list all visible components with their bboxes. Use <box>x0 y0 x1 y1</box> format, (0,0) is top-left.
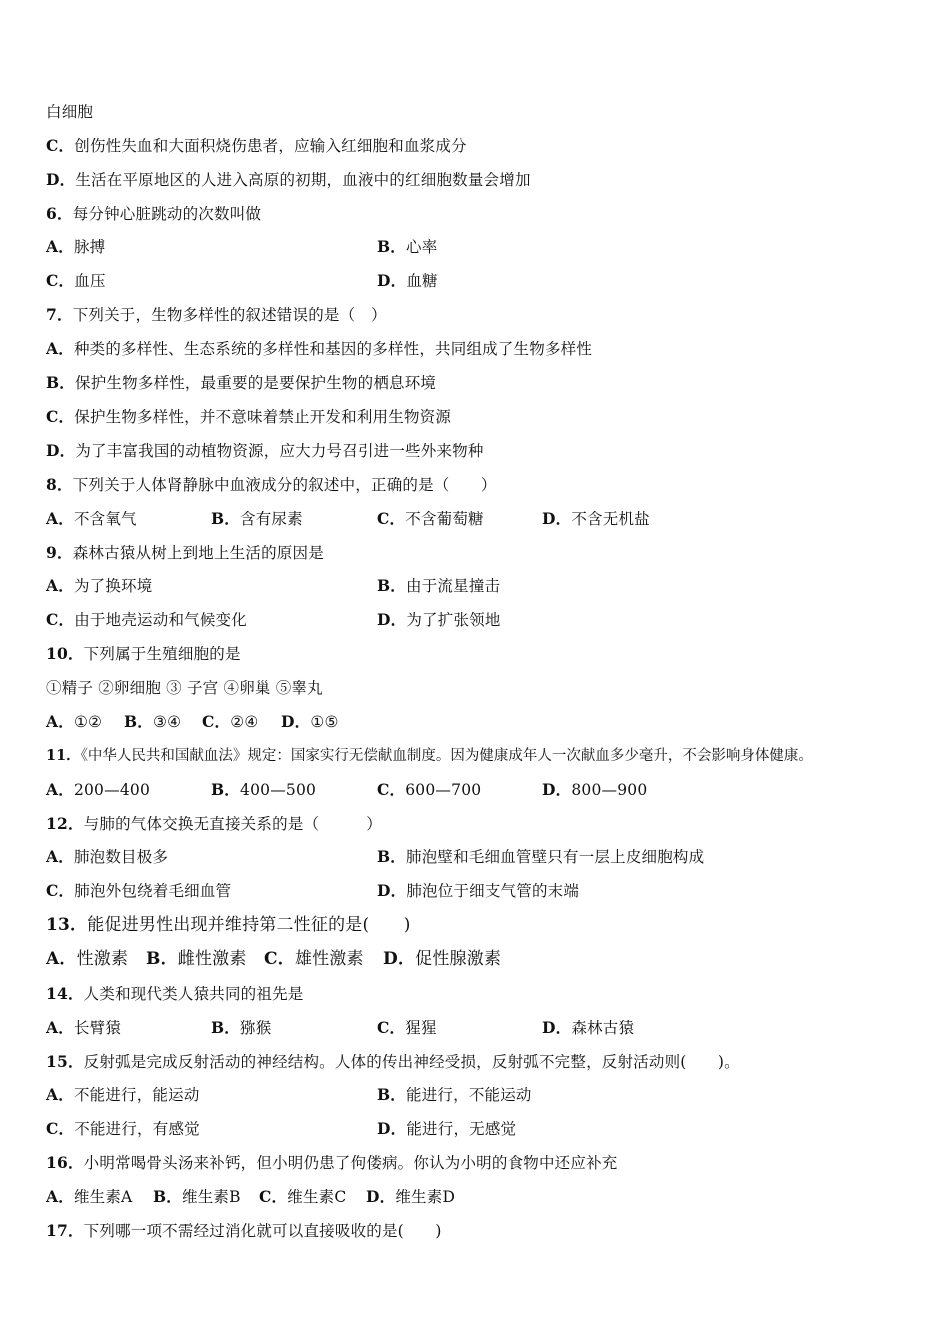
option-d: D．能进行，无感觉 <box>377 1119 517 1138</box>
option-c: C．血压 <box>46 271 106 290</box>
option-a: A．性激素 <box>46 949 129 969</box>
question-8: 8．下列关于人体肾静脉中血液成分的叙述中，正确的是（ ） <box>46 475 497 494</box>
text-line: 白细胞 <box>46 103 94 121</box>
option-a: A．不含氧气 <box>46 509 137 528</box>
option-a: A．肺泡数目极多 <box>46 847 169 866</box>
option-b: B．雌性激素 <box>146 949 247 969</box>
option-c: C．维生素C <box>259 1187 347 1206</box>
option-c: C．雄性激素 <box>264 949 364 969</box>
option-c: C．由于地壳运动和气候变化 <box>46 610 247 629</box>
option-d: D．不含无机盐 <box>542 509 650 528</box>
question-17: 17．下列哪一项不需经过消化就可以直接吸收的是( ) <box>46 1221 442 1240</box>
option-d: D．生活在平原地区的人进入高原的初期，血液中的红细胞数量会增加 <box>46 170 531 189</box>
question-14: 14．人类和现代类人猿共同的祖先是 <box>46 984 304 1003</box>
question-9: 9．森林古猿从树上到地上生活的原因是 <box>46 543 324 562</box>
option-d: D．800—900 <box>542 780 648 799</box>
question-6: 6．每分钟心脏跳动的次数叫做 <box>46 204 262 223</box>
option-a: A．不能进行，能运动 <box>46 1085 200 1104</box>
question-10-items: ①精子 ②卵细胞 ③ 子宫 ④卵巢 ⑤睾丸 <box>46 679 323 697</box>
option-b: B．肺泡壁和毛细血管壁只有一层上皮细胞构成 <box>377 847 705 866</box>
option-b: B．含有尿素 <box>211 509 303 528</box>
option-c: C．不能进行，有感觉 <box>46 1119 200 1138</box>
question-13: 13．能促进男性出现并维持第二性征的是( ) <box>46 915 411 935</box>
option-a: A．为了换环境 <box>46 576 153 595</box>
question-16: 16．小明常喝骨头汤来补钙，但小明仍患了佝偻病。你认为小明的食物中还应补充 <box>46 1153 618 1172</box>
option-b: B．维生素B <box>153 1187 241 1206</box>
option-d: D．肺泡位于细支气管的末端 <box>377 881 580 900</box>
option-b: B．③④ <box>124 712 182 731</box>
option-c: C．保护生物多样性，并不意味着禁止开发和利用生物资源 <box>46 407 452 426</box>
option-d: D．血糖 <box>377 271 438 290</box>
option-a: A．脉搏 <box>46 237 106 256</box>
option-c: C．猩猩 <box>377 1018 437 1037</box>
option-b: B．由于流星撞击 <box>377 576 501 595</box>
option-a: A．种类的多样性、生态系统的多样性和基因的多样性，共同组成了生物多样性 <box>46 339 593 358</box>
option-c: C．肺泡外包绕着毛细血管 <box>46 881 232 900</box>
option-d: D．维生素D <box>366 1187 456 1206</box>
option-c: C．不含葡萄糖 <box>377 509 484 528</box>
option-c: C．创伤性失血和大面积烧伤患者，应输入红细胞和血浆成分 <box>46 136 467 155</box>
option-d: D．为了丰富我国的动植物资源，应大力号召引进一些外来物种 <box>46 441 484 460</box>
option-d: D．促性腺激素 <box>383 949 502 969</box>
option-c: C．600—700 <box>377 780 482 799</box>
option-d: D．①⑤ <box>281 712 339 731</box>
option-b: B．400—500 <box>211 780 317 799</box>
option-b: B．心率 <box>377 237 438 256</box>
question-15: 15．反射弧是完成反射活动的神经结构。人体的传出神经受损，反射弧不完整，反射活动则( )。 <box>46 1052 740 1071</box>
question-12: 12．与肺的气体交换无直接关系的是（ ） <box>46 814 382 833</box>
option-b: B．猕猴 <box>211 1018 272 1037</box>
option-d: D．森林古猿 <box>542 1018 635 1037</box>
question-11: 11．《中华人民共和国献血法》规定：国家实行无偿献血制度。因为健康成年人一次献血多少毫升，不会影响身体健康。 <box>46 747 813 764</box>
option-a: A．长臂猿 <box>46 1018 122 1037</box>
question-10: 10．下列属于生殖细胞的是 <box>46 644 241 663</box>
option-b: B．能进行，不能运动 <box>377 1085 532 1104</box>
option-b: B．保护生物多样性，最重要的是要保护生物的栖息环境 <box>46 373 437 392</box>
option-a: A．①② <box>46 712 103 731</box>
option-a: A．200—400 <box>46 780 151 799</box>
option-c: C．②④ <box>202 712 259 731</box>
question-7: 7．下列关于，生物多样性的叙述错误的是（ ） <box>46 305 387 324</box>
option-d: D．为了扩张领地 <box>377 610 501 629</box>
option-a: A．维生素A <box>46 1187 133 1206</box>
